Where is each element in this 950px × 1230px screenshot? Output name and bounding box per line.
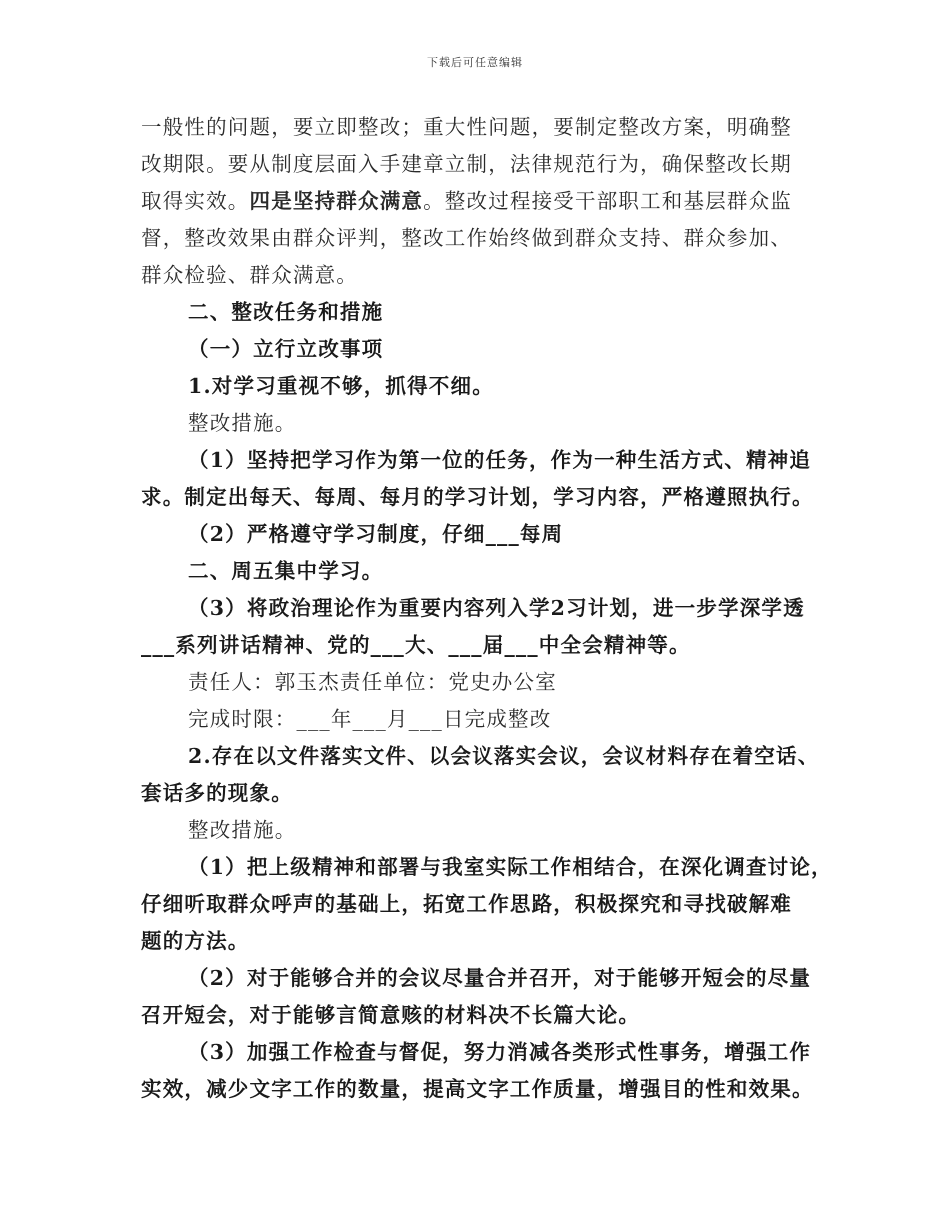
text-line: [141, 189, 792, 213]
item-heading: 1.对学习重视不够，抓得不细。: [188, 374, 494, 398]
text-line: 召开短会，对于能够言简意赅的材料决不长篇大论。: [141, 1003, 641, 1027]
text-span: 取得实效。: [141, 189, 250, 213]
item-heading: 2.存在以文件落实文件、以会议落实会议，会议材料存在着空话、: [188, 744, 820, 768]
text-line: 完成时限：___年___月___日完成整改: [188, 707, 552, 731]
text-line: （2）严格遵守学习制度，仔细___每周: [188, 522, 564, 546]
text-line: （1）把上级精神和部署与我室实际工作相结合，在深化调查讨论，: [188, 855, 833, 879]
text-span: 。整改过程接受干部职工和基层群众监: [423, 189, 793, 213]
text-line: （2）对于能够合并的会议尽量合并召开，对于能够开短会的尽量: [188, 966, 812, 990]
text-line: 套话多的现象。: [141, 781, 293, 805]
text-line: 仔细听取群众呼声的基础上，拓宽工作思路，积极探究和寻找破解难: [141, 892, 792, 916]
text-line: ___系列讲话精神、党的___大、___届___中全会精神等。: [141, 633, 691, 657]
text-line: 题的方法。: [141, 929, 250, 953]
text-line: 群众检验、群众满意。: [141, 263, 358, 287]
text-line: 一般性的问题，要立即整改；重大性问题，要制定整改方案，明确整: [141, 115, 792, 139]
subsection-heading: （一）立行立改事项: [188, 337, 384, 361]
text-line: 改期限。要从制度层面入手建章立制，法律规范行为，确保整改长期: [141, 152, 792, 176]
text-line: 实效，减少文字工作的数量，提高文字工作质量，增强目的性和效果。: [141, 1077, 814, 1101]
text-line: 责任人：郭玉杰责任单位：党史办公室: [188, 670, 557, 694]
text-line: 二、周五集中学习。: [188, 559, 384, 583]
text-line: （3）将政治理论作为重要内容列入学2习计划，进一步学深学透: [188, 596, 805, 620]
bold-text: 四是坚持群众满意: [249, 189, 424, 213]
text-line: 整改措施。: [188, 818, 297, 842]
page-header: 下载后可任意编辑: [427, 56, 523, 69]
text-line: 求。制定出每天、每周、每月的学习计划，学习内容，严格遵照执行。: [141, 485, 814, 509]
text-line: 整改措施。: [188, 411, 297, 435]
text-line: 督，整改效果由群众评判，整改工作始终做到群众支持、群众参加、: [141, 226, 792, 250]
section-heading: 二、整改任务和措施: [188, 300, 384, 324]
text-line: （3）加强工作检查与督促，努力消减各类形式性事务，增强工作: [188, 1040, 812, 1064]
text-line: （1）坚持把学习作为第一位的任务，作为一种生活方式、精神追: [188, 448, 812, 472]
